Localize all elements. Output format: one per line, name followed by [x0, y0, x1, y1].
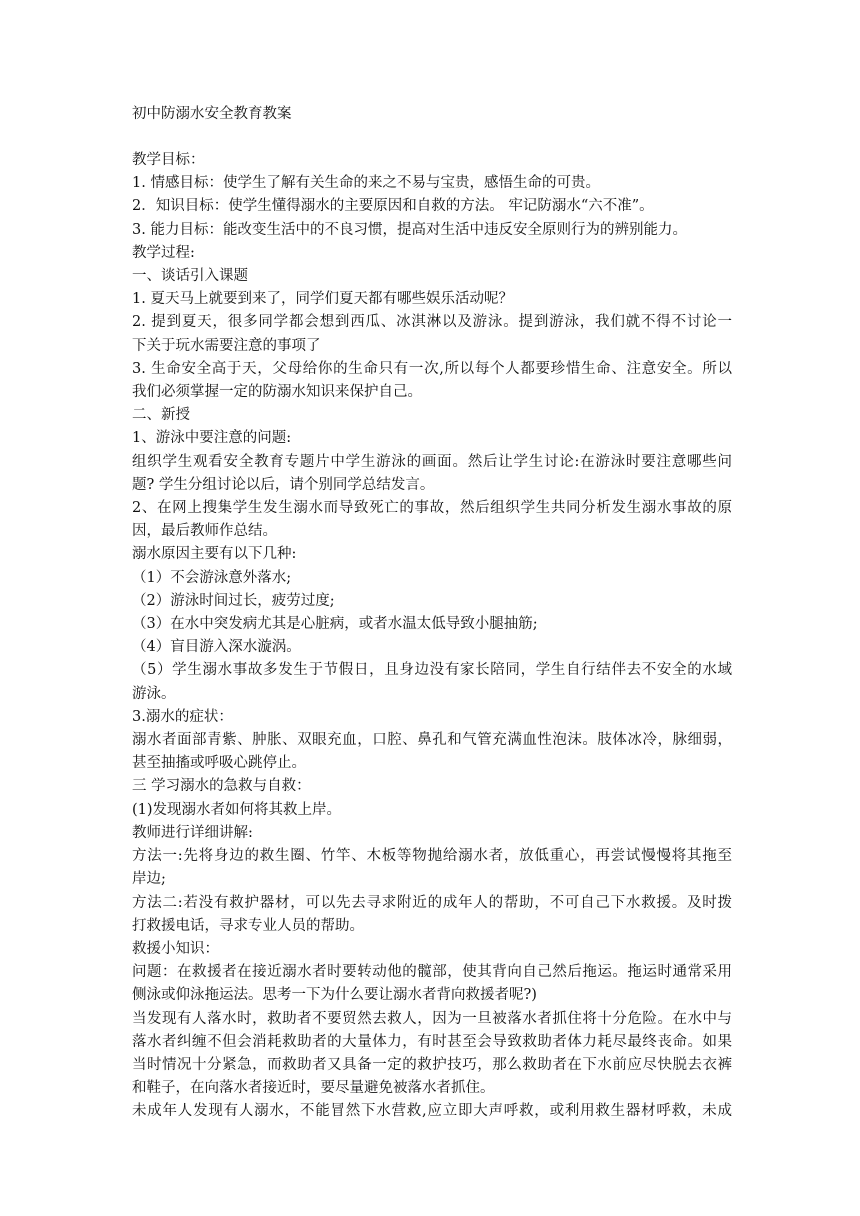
text-line: （3）在水中突发病尤其是心脏病，或者水温太低导致小腿抽筋;: [132, 616, 538, 633]
text-line: 二、新授: [132, 407, 190, 424]
text-line: 三 学习溺水的急救与自救：: [132, 778, 311, 795]
text-line: （5）学生溺水事故多发生于节假日，且身边没有家长陪同，学生自行结伴去不安全的水域: [132, 662, 732, 679]
text-line: 3.溺水的症状：: [132, 708, 233, 725]
text-line: 一、谈话引入课题: [132, 268, 248, 285]
text-line: 1. 情感目标：使学生了解有关生命的来之不易与宝贵，感悟生命的可贵。: [132, 175, 600, 192]
text-line: 游泳。: [132, 685, 176, 702]
text-line: 因，最后教师作总结。: [132, 523, 277, 540]
text-line: 方法一:先将身边的救生圈、竹竿、木板等物抛给溺水者，放低重心，再尝试慢慢将其拖至: [132, 848, 732, 865]
text-line: 教学目标：: [132, 152, 205, 168]
document-body: [132, 149, 732, 1124]
document-page: [132, 103, 732, 1124]
text-line: （2）游泳时间过长，疲劳过度;: [132, 592, 335, 609]
text-line: 2．知识目标：使学生懂得溺水的主要原因和自救的方法。 牢记防溺水“六不准”。: [132, 198, 654, 215]
text-line: 落水者纠缠不但会消耗救助者的大量体力，有时甚至会导致救助者体力耗尽最终丧命。如果: [132, 1033, 732, 1050]
text-line: 1、游泳中要注意的问题:: [132, 430, 292, 447]
text-line: 打救援电话，寻求专业人员的帮助。: [132, 917, 364, 934]
text-line: 教学过程:: [132, 244, 195, 261]
text-line: 岸边;: [132, 871, 166, 888]
document-title: 初中防溺水安全教育教案: [132, 106, 292, 122]
text-line: 3. 生命安全高于天，父母给你的生命只有一次,所以每个人都要珍惜生命、注意安全。所以: [132, 360, 732, 377]
text-line: 2、在网上搜集学生发生溺水而导致死亡的事故，然后组织学生共同分析发生溺水事故的原: [132, 500, 732, 517]
text-line: 我们必须掌握一定的防溺水知识来保护自己。: [132, 384, 422, 401]
text-line: 当时情况十分紧急，而救助者又具备一定的救护技巧，那么救助者在下水前应尽快脱去衣裤: [132, 1056, 732, 1073]
text-line: 下关于玩水需要注意的事项了: [132, 337, 321, 354]
blank-line: [132, 126, 732, 149]
text-line: 当发现有人落水时，救助者不要贸然去救人，因为一旦被落水者抓住将十分危险。在水中与: [132, 1010, 732, 1027]
text-line: 和鞋子，在向落水者接近时，要尽量避免被落水者抓住。: [132, 1080, 495, 1097]
text-line: 未成年人发现有人溺水，不能冒然下水营救,应立即大声呼救，或利用救生器材呼救，未成: [132, 1103, 732, 1120]
text-line: （1）不会游泳意外落水;: [132, 569, 292, 586]
text-line: （4）盲目游入深水漩涡。: [132, 639, 301, 656]
text-line: 方法二:若没有救护器材，可以先去寻求附近的成年人的帮助，不可自己下水救援。及时拨: [132, 894, 732, 911]
text-line: (1)发现溺水者如何将其救上岸。: [132, 801, 342, 818]
text-line: 溺水原因主要有以下几种:: [132, 546, 297, 563]
text-line: 2. 提到夏天，很多同学都会想到西瓜、冰淇淋以及游泳。提到游泳，我们就不得不讨论一: [132, 314, 732, 331]
text-line: 救援小知识：: [132, 940, 219, 957]
text-line: 教师进行详细讲解:: [132, 824, 253, 841]
text-line: 甚至抽搐或呼吸心跳停止。: [132, 755, 306, 772]
text-line: 侧泳或仰泳拖运法。思考一下为什么要让溺水者背向救援者呢?): [132, 987, 537, 1004]
text-line: 3. 能力目标：能改变生活中的不良习惯，提高对生活中违反安全原则行为的辨别能力。: [132, 221, 687, 238]
text-line: 题? 学生分组讨论以后，请个别同学总结发言。: [132, 476, 435, 493]
text-line: 溺水者面部青紫、肿胀、双眼充血，口腔、鼻孔和气管充满血性泡沫。肢体冰冷，脉细弱，: [132, 732, 732, 749]
text-line: 组织学生观看安全教育专题片中学生游泳的画面。然后让学生讨论:在游泳时要注意哪些问: [132, 453, 732, 470]
text-line: 问题：在救援者在接近溺水者时要转动他的髋部，使其背向自己然后拖运。拖运时通常采用: [132, 964, 732, 981]
text-line: 1. 夏天马上就要到来了，同学们夏天都有哪些娱乐活动呢？: [132, 291, 513, 308]
